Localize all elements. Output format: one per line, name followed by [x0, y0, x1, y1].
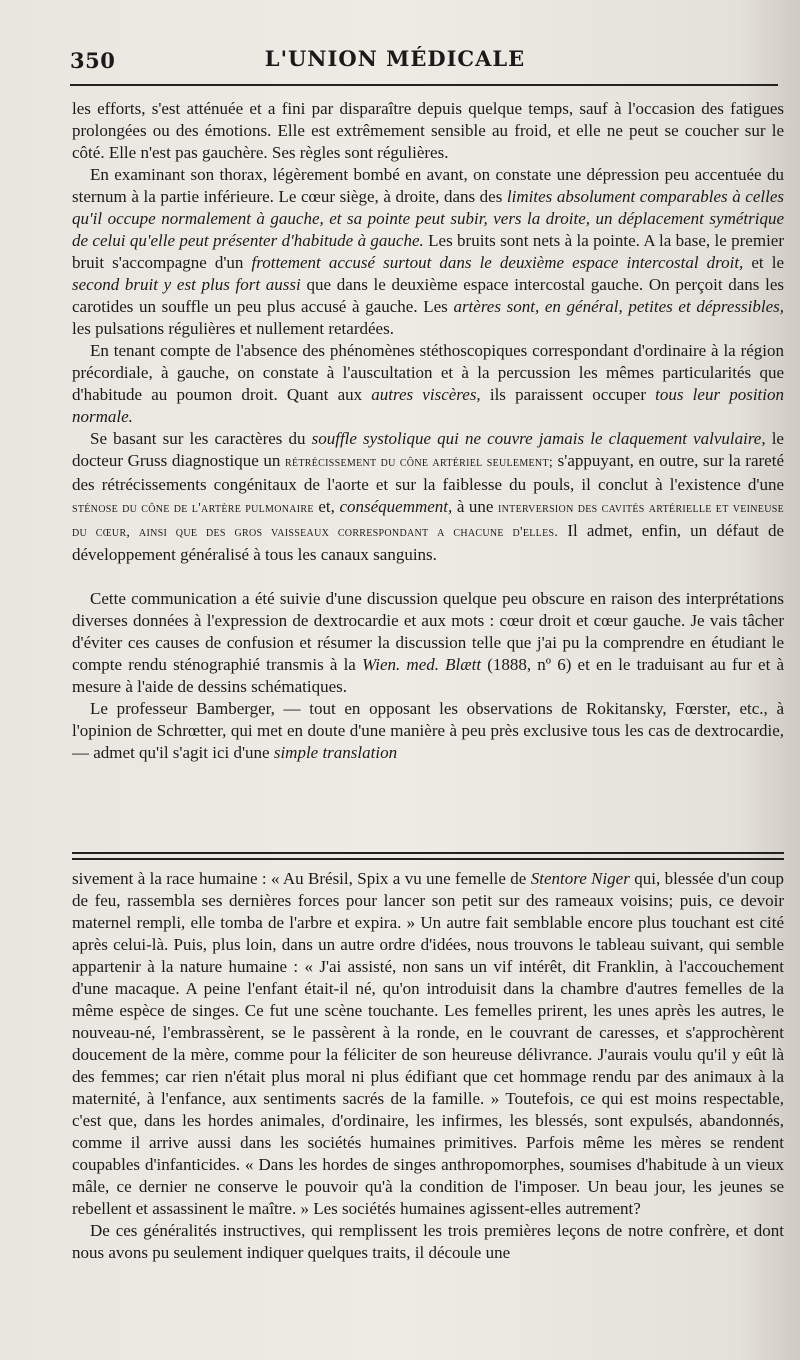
page-number: 350: [70, 48, 116, 73]
paragraph-6: Le professeur Bamberger, — tout en opposant les observations de Rokitansky, Fœrster, etc., à l'opinion de Schrœtter, qui met en doute d'une manière à peu près exclusive tous les cas de dextrocardie, — admet qu'il s'agit ici d'une simple translation: [72, 699, 784, 762]
paragraph-3: En tenant compte de l'absence des phénomènes stéthoscopiques correspondant d'ordinaire à la région précordiale, à gauche, on constate à l'auscultation et à la percussion les mêmes particularités que d'habitude au poumon droit. Quant aux autres viscères, ils paraissent occuper tous leur position normale.: [72, 341, 784, 426]
article-section-top: [72, 98, 784, 764]
paragraph-7: sivement à la race humaine : « Au Brésil, Spix a vu une femelle de Stentore Niger qui, blessée d'un coup de feu, rassembla ses dernières forces pour lancer son petit sur des rameaux voisins; puis, ce devoir maternel rempli, elle tomba de l'arbre et expira. » Un autre fait semblable encore plus touchant est cité après celui-là. Puis, plus loin, dans un autre ordre d'idées, nous trouvons le tableau suivant, qui semble appartenir à la nature humaine : « J'ai assisté, non sans un vif intérêt, dit Franklin, à l'accouchement d'une macaque. A peine l'enfant était-il né, qu'on introduisit dans la chambre d'autres femelles de la même espèce de singes. Ce fut une scène touchante. Les femelles prirent, les unes après les autres, le nouveau-né, l'embrassèrent, se le passèrent à la ronde, en le couvrant de caresses, et s'approchèrent doucement de la mère, comme pour la féliciter de son heureuse délivrance. J'aurais voulu qu'il y eût là des femmes; car rien n'était plus moral ni plus édifiant que cet hommage rendu par des animaux à la maternité, à l'enfance, aux sentiments sacrés de la famille. » Toutefois, ce qui est moins respectable, c'est que, dans les hordes animales, d'ordinaire, les infirmes, les blessés, sont expulsés, abandonnés, comme il arrive aussi dans les sociétés humaines primitives. Parfois même les mères se rendent coupables d'infanticides. « Dans les hordes de singes anthropomorphes, soumises d'habitude à un vieux mâle, ce dernier ne conserve le pouvoir qu'à la condition de l'imposer. Un beau jour, les jeunes se rebellent et assassinent le maître. » Les sociétés humaines agissent-elles autrement?: [72, 869, 784, 1218]
section-separator: [72, 852, 784, 860]
page-header: [70, 46, 780, 76]
paragraph-2: En examinant son thorax, légèrement bombé en avant, on constate une dépression peu accentuée du sternum à la partie inférieure. Le cœur siège, à droite, dans des limites absolument comparables à celles qu'il occupe normalement à gauche, et sa pointe peut subir, vers la droite, un déplacement symétrique de celui qu'elle peut présenter d'habitude à gauche. Les bruits sont nets à la pointe. A la base, le premier bruit s'accompagne d'un frottement accusé surtout dans le deuxième espace intercostal droit, et le second bruit y est plus fort aussi que dans le deuxième espace intercostal gauche. On perçoit dans les carotides un souffle un peu plus accusé à gauche. Les artères sont, en général, petites et dépressibles, les pulsations régulières et nullement retardées.: [72, 165, 784, 338]
paragraph-5: Cette communication a été suivie d'une discussion quelque peu obscure en raison des interprétations diverses données à l'expression de dextrocardie et aux mots : cœur droit et cœur gauche. Je vais tâcher d'éviter ces causes de confusion et résumer la discussion telle que j'ai pu la comprendre en étudiant le compte rendu sténographié transmis à la Wien. med. Blætt (1888, nº 6) et en le traduisant au fur et à mesure à l'aide de dessins schématiques.: [72, 589, 784, 696]
header-rule: [70, 84, 778, 86]
paragraph-4: Se basant sur les caractères du souffle systolique qui ne couvre jamais le claquement valvulaire, le docteur Gruss diagnostique un rétrécissement du cône artériel seulement; s'appuyant, en outre, sur la rareté des rétrécissements congénitaux de l'aorte et sur la faiblesse du pouls, il conclut à l'existence d'une sténose du cône de l'artère pulmonaire et, conséquemment, à une interversion des cavités artérielle et veineuse du cœur, ainsi que des gros vaisseaux correspondant a chacune d'elles. Il admet, enfin, un défaut de développement généralisé à tous les canaux sanguins.: [72, 429, 784, 564]
paragraph-8: De ces généralités instructives, qui remplissent les trois premières leçons de notre confrère, et dont nous avons pu seulement indiquer quelques traits, il découle une: [72, 1221, 784, 1262]
article-section-bottom: [72, 868, 784, 1264]
paragraph-1: les efforts, s'est atténuée et a fini par disparaître depuis quelque temps, sauf à l'occasion des fatigues prolongées ou des émotions. Elle est extrêmement sensible au froid, et elle ne peut se coucher sur le côté. Elle n'est pas gauchère. Ses règles sont régulières.: [72, 99, 784, 162]
running-title: L'UNION MÉDICALE: [264, 46, 526, 71]
